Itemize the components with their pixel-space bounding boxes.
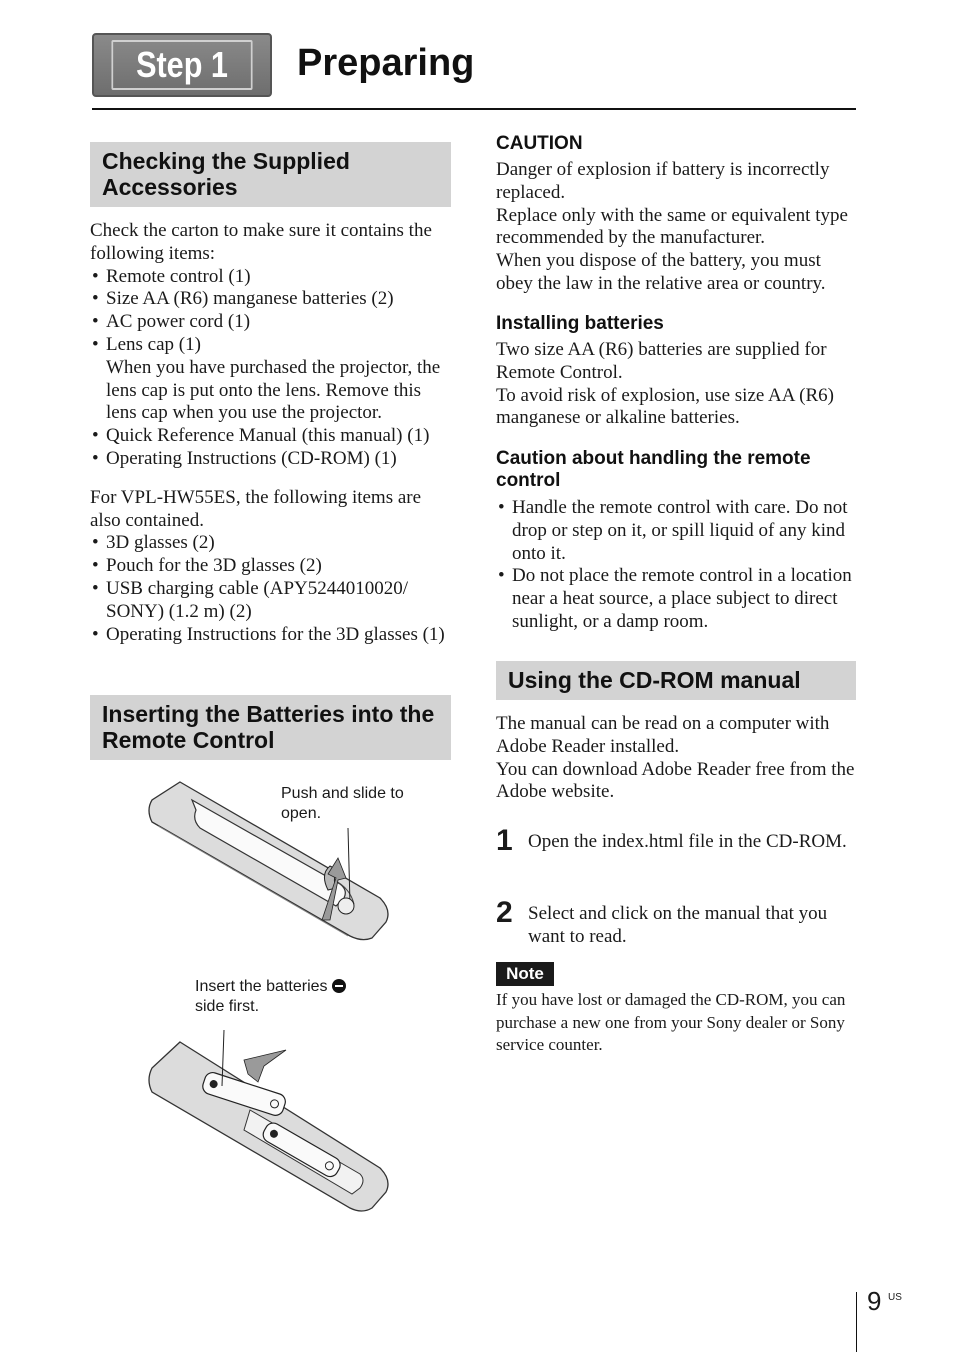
lens-cap-item: Lens cap (1)	[106, 333, 201, 355]
list-item: • Do not place the remote control in a location near a heat source, a place subject to direct sunlight, or a damp room.	[496, 565, 858, 633]
accessories-list	[90, 266, 454, 471]
installing-heading: Installing batteries	[496, 313, 664, 334]
step-badge-label: Step 1	[111, 40, 252, 90]
page-suffix: US	[888, 1292, 902, 1303]
cdrom-text-1: The manual can be read on a computer with Adobe Reader installed.	[496, 713, 830, 757]
callout-insert-line2: side first.	[195, 998, 260, 1015]
step-text: Select and click on the manual that you want to read.	[528, 903, 828, 947]
accessories-intro: Check the carton to make sure it contains the following items:	[90, 220, 432, 264]
hw55-list	[90, 532, 454, 646]
caution-text	[496, 159, 858, 296]
list-item: • Handle the remote control with care. Do not drop or step on it, or spill liquid of any kind onto it.	[496, 497, 858, 565]
installing-text-2: To avoid risk of explosion, use size AA (R6) manganese or alkaline batteries.	[496, 384, 834, 429]
list-item: • Size AA (R6) manganese batteries (2)	[90, 288, 454, 311]
callout-open: Push and slide to open.	[281, 785, 404, 822]
callout-insert-line1: Insert the batteries	[195, 978, 328, 995]
step-badge	[92, 33, 272, 97]
handling-list	[496, 497, 858, 634]
list-item	[90, 334, 454, 425]
minus-icon	[332, 979, 346, 993]
cdrom-text	[496, 713, 858, 804]
step-text: Open the index.html file in the CD-ROM.	[528, 831, 847, 852]
list-item: • USB charging cable (APY5244010020/ SONY) (1.2 m) (2)	[90, 578, 454, 624]
hw55-intro: For VPL-HW55ES, the following items are also contained.	[90, 486, 422, 531]
list-item: • Remote control (1)	[90, 266, 454, 289]
handling-list-wrap	[496, 497, 858, 634]
lens-cap-note: When you have purchased the projector, the lens cap is put onto the lens. Remove this lens cap when you use the projector.	[106, 356, 441, 424]
caution-text-2: Replace only with the same or equivalent type recommended by the manufacturer.	[496, 204, 848, 249]
list-item: • Pouch for the 3D glasses (2)	[90, 555, 454, 578]
remote-open-illustration	[140, 770, 400, 950]
section-heading-accessories: Checking the Supplied Accessories	[90, 142, 451, 207]
cdrom-text-2: You can download Adobe Reader free from the Adobe website.	[496, 758, 855, 803]
list-item: • Quick Reference Manual (this manual) (1)	[90, 425, 454, 448]
section-heading-batteries: Inserting the Batteries into the Remote Control	[90, 695, 451, 760]
caution-text-1: Danger of explosion if battery is incorrectly replaced.	[496, 159, 830, 203]
note-text: If you have lost or damaged the CD-ROM, you can purchase a new one from your Sony dealer or Sony service counter.	[496, 990, 846, 1054]
list-item: • AC power cord (1)	[90, 311, 454, 334]
caution-text-3: When you dispose of the battery, you must obey the law in the relative area or country.	[496, 250, 826, 294]
note-label: Note	[496, 962, 554, 986]
header-rule	[92, 108, 856, 110]
list-item: • Operating Instructions for the 3D glasses (1)	[90, 624, 454, 647]
page-number: 9	[867, 1286, 882, 1316]
step-number: 2	[496, 896, 513, 929]
page-number-rule	[856, 1292, 857, 1352]
page-title: Preparing	[297, 42, 475, 84]
installing-text	[496, 339, 858, 430]
list-item: • Operating Instructions (CD-ROM) (1)	[90, 448, 454, 471]
accessories-content	[90, 220, 454, 646]
callout-insert	[195, 977, 395, 1017]
list-item: • 3D glasses (2)	[90, 532, 454, 555]
remote-insert-illustration	[140, 1030, 400, 1230]
caution-heading: CAUTION	[496, 133, 583, 154]
step-number: 1	[496, 824, 513, 857]
section-heading-cdrom: Using the CD-ROM manual	[496, 661, 856, 700]
installing-text-1: Two size AA (R6) batteries are supplied for Remote Control.	[496, 339, 827, 383]
handling-heading: Caution about handling the remote control	[496, 448, 811, 491]
